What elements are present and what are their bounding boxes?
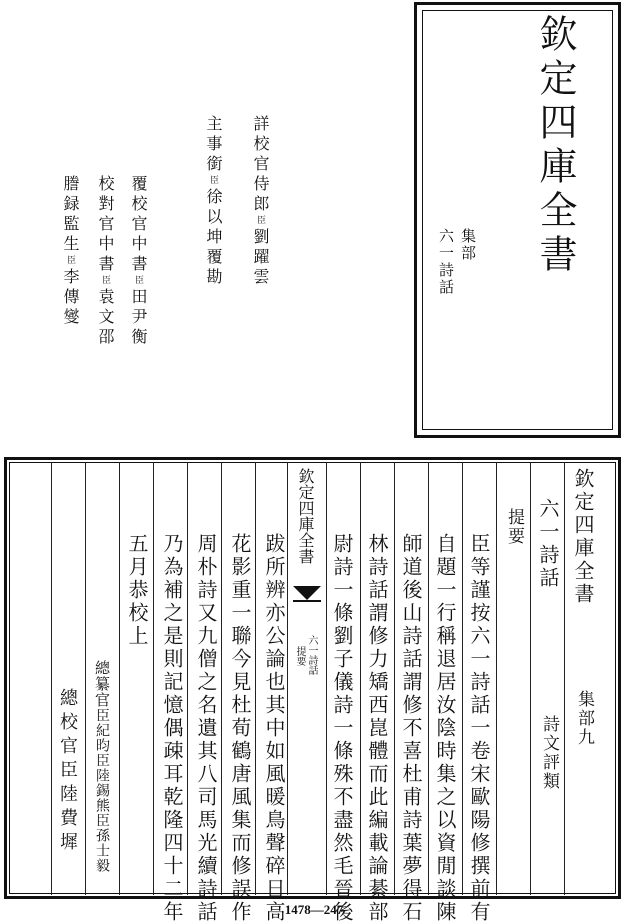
cover-inner-border	[422, 10, 613, 430]
tiyao-heading: 提要	[504, 508, 524, 546]
gutter-note: 提要	[294, 646, 305, 666]
credit-sub: 臣	[100, 275, 110, 288]
cover-section: 集部	[459, 228, 477, 262]
credit-line-4	[97, 175, 113, 348]
body-column: 跋所辨亦公論也其中如風暖鳥聲碎日高	[262, 533, 286, 924]
page-header-section: 集部九	[574, 690, 594, 747]
chief-proofreader-line: 總校官臣陸費墀	[57, 688, 78, 856]
credit-line-2	[205, 115, 221, 288]
column-rule	[187, 462, 188, 895]
credit-text: 校對官中書	[96, 175, 115, 275]
credit-name: 李傳燮	[61, 268, 80, 328]
folio-number: 1478—247	[284, 902, 344, 917]
body-column: 自題一行稱退居汝陰時集之以資閒談陳	[433, 533, 457, 924]
column-rule	[119, 462, 120, 895]
column-rule	[394, 462, 395, 895]
credit-name: 袁文邵	[96, 288, 115, 348]
book-title: 六一詩話	[536, 498, 560, 590]
compiler-line	[94, 660, 109, 873]
body-column: 臣等謹按六一詩話一卷宋歐陽修撰前有	[467, 533, 491, 924]
column-rule	[496, 462, 497, 895]
credit-text: 謄録監生	[61, 175, 80, 255]
credit-text: 覆校官中書	[129, 175, 148, 275]
credit-line-5	[62, 175, 78, 328]
credit-name: 徐以坤覆勘	[204, 188, 223, 288]
column-rule	[462, 462, 463, 895]
column-rule	[221, 462, 222, 895]
credit-line-1	[252, 115, 268, 288]
body-column: 五月恭校上	[125, 533, 149, 648]
credit-sub: 臣	[208, 175, 218, 188]
credit-sub: 臣	[133, 275, 143, 288]
body-column: 花影重一聯今見杜荀鶴唐風集而修誤作	[228, 533, 252, 924]
credit-name: 田尹衡	[129, 288, 148, 348]
gutter-subtitle: 六一詩話	[306, 635, 317, 675]
cover-work-title: 六一詩話	[437, 228, 455, 296]
column-rule	[360, 462, 361, 895]
gutter-title: 欽定四庫全書	[296, 468, 315, 564]
column-rule	[255, 462, 256, 895]
body-column: 尉詩一條劉子儀詩一條殊不盡然毛晉後	[330, 533, 354, 924]
credit-text: 詳校官侍郎	[251, 115, 270, 215]
body-column: 師道後山詩話謂修不喜杜甫詩葉夢得石	[399, 533, 423, 924]
category-label: 詩文評類	[539, 715, 559, 791]
compiler-title: 總纂官	[93, 660, 111, 708]
body-column: 周朴詩又九僧之名遺其八司馬光續詩話	[194, 533, 218, 924]
column-rule	[85, 462, 86, 895]
fishtail-rule	[293, 600, 321, 602]
credit-name: 劉躍雲	[251, 228, 270, 288]
credit-line-3	[130, 175, 146, 348]
cover-title: 欽定四庫全書	[533, 14, 577, 278]
cover-frame	[414, 2, 621, 438]
credit-sub: 臣	[255, 215, 265, 228]
column-rule	[428, 462, 429, 895]
column-rule	[564, 462, 565, 895]
column-rule	[51, 462, 52, 895]
credit-text: 主事銜	[204, 115, 223, 175]
fishtail-mark	[293, 586, 321, 600]
column-rule	[153, 462, 154, 895]
page-header-title: 欽定四庫全書	[571, 468, 595, 606]
body-column: 乃為補之是則記憶偶疎耳乾隆四十二年	[160, 533, 184, 924]
column-rule	[530, 462, 531, 895]
credit-sub: 臣	[65, 255, 75, 268]
compiler-names: 臣紀昀臣陸錫熊臣孫士毅	[94, 708, 110, 873]
body-column: 林詩話謂修力矯西崑體而此編載論綦部	[365, 533, 389, 924]
